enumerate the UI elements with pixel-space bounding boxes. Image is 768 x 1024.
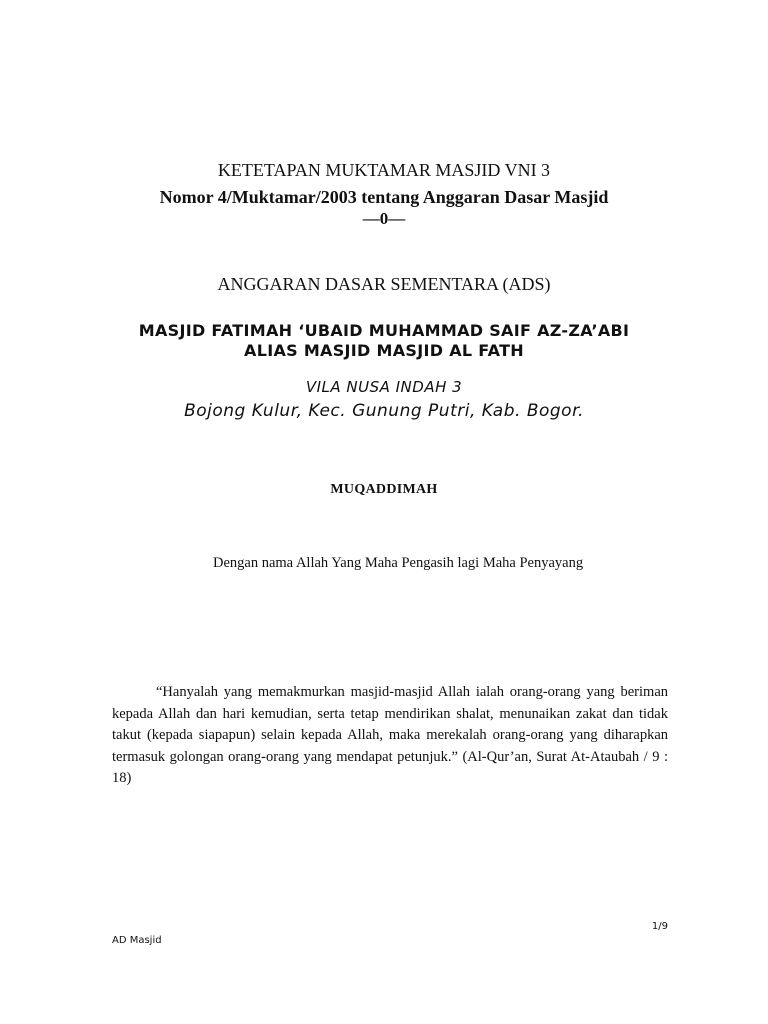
location-line2: Bojong Kulur, Kec. Gunung Putri, Kab. Bogor. bbox=[184, 401, 584, 421]
masjid-name-line1: MASJID FATIMAH ‘UBAID MUHAMMAD SAIF AZ-ZA’ABI bbox=[138, 321, 630, 340]
page-number: 1/9 bbox=[651, 921, 668, 932]
title-separator: —0— bbox=[362, 209, 406, 228]
section-title: MUQADDIMAH bbox=[330, 482, 438, 497]
decree-number: Nomor 4/Muktamar/2003 tentang Anggaran Dasar Masjid bbox=[159, 187, 609, 207]
footer-label: AD Masjid bbox=[112, 935, 162, 946]
location-line1: VILA NUSA INDAH 3 bbox=[305, 378, 463, 396]
masjid-name-line2: ALIAS MASJID MASJID AL FATH bbox=[244, 341, 524, 360]
basmala-text: Dengan nama Allah Yang Maha Pengasih lagi Maha Penyayang bbox=[213, 555, 584, 571]
decree-title: KETETAPAN MUKTAMAR MASJID VNI 3 bbox=[217, 160, 551, 180]
quran-quote: “Hanyalah yang memakmurkan masjid-masjid Allah ialah orang-orang yang beriman kepada Allah dan hari kemudian, serta tetap mendirikan shalat, menunaikan zakat dan tidak takut (kepada siapapun) selain kepada Allah, maka merekalah orang-orang yang diharapkan termasuk golongan orang-orang yang mendapat petunjuk.” (Al-Qur’an, Surat At-Ataubah / 9 : 18) bbox=[112, 684, 668, 786]
document-heading: ANGGARAN DASAR SEMENTARA (ADS) bbox=[217, 274, 551, 294]
